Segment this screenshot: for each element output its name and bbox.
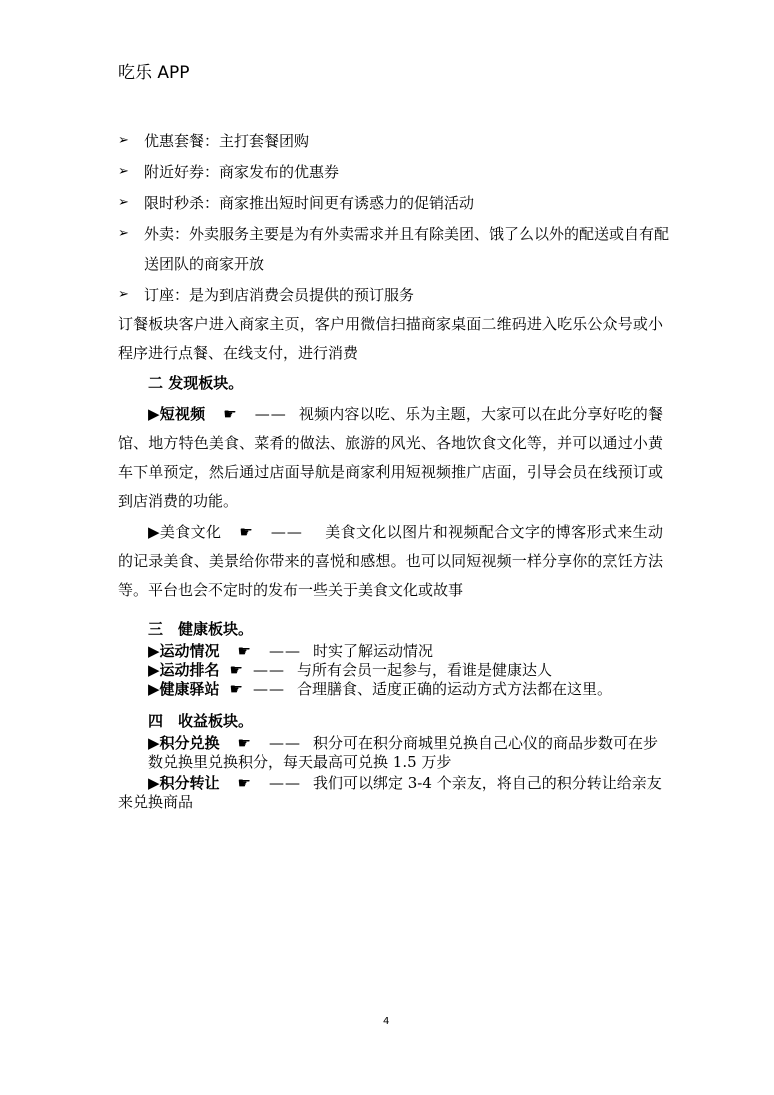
bullet-text: 限时秒杀：商家推出短时间更有诱惑力的促销活动 [144, 194, 475, 212]
page-number: 4 [383, 1016, 390, 1027]
dash: —— [269, 774, 301, 792]
bullet-text: 订座：是为到店消费会员提供的预订服务 [144, 286, 415, 304]
list-item [148, 661, 668, 680]
pointing-hand-icon: ☛ [223, 405, 237, 423]
food-culture-label: ▶美食文化 [148, 523, 222, 541]
arrow-bullet-icon: ➢ [118, 164, 129, 179]
dash: —— [253, 680, 285, 698]
pointing-hand-icon: ☛ [229, 680, 243, 698]
short-video-paragraph [118, 400, 663, 516]
list-item [148, 680, 668, 699]
list-item [148, 642, 668, 661]
food-culture-text: 美食文化以图片和视频配合文字的博客形式来生动的记录美食、美景给你带来的喜悦和感想。也可以同短视频一样分享你的烹饪方法等。平台也会不定时的发布一些关于美食文化或故事 [118, 523, 663, 599]
points-transfer-paragraph [118, 774, 663, 812]
short-video-text: 视频内容以吃、乐为主题，大家可以在此分享好吃的餐馆、地方特色美食、菜肴的做法、旅游的风光、各地饮食文化等，并可以通过小黄车下单预定，然后通过店面导航是商家利用短视频推广店面，引导会员在线预订或到店消费的功能。 [118, 405, 663, 510]
list-item [118, 126, 678, 156]
points-exchange-label: ▶积分兑换 [148, 734, 220, 752]
income-heading: 四 收益板块。 [148, 712, 254, 730]
discover-heading: 二 发现板块。 [148, 374, 244, 392]
bullet-text: 优惠套餐：主打套餐团购 [144, 132, 310, 150]
item-text: 合理膳食、适度正确的运动方式方法都在这里。 [297, 680, 613, 698]
arrow-bullet-icon: ➢ [118, 133, 129, 148]
order-paragraph: 订餐板块客户进入商家主页，客户用微信扫描商家桌面二维码进入吃乐公众号或小程序进行点餐、在线支付，进行消费 [118, 315, 663, 362]
list-item [118, 219, 678, 279]
arrow-bullet-icon: ➢ [118, 226, 129, 241]
list-item [118, 157, 678, 187]
exercise-status-label: ▶运动情况 [148, 642, 220, 660]
arrow-bullet-icon: ➢ [118, 195, 129, 210]
dash: —— [269, 642, 301, 660]
food-culture-paragraph [118, 518, 663, 605]
bullet-text: 附近好券：商家发布的优惠券 [144, 163, 340, 181]
pointing-hand-icon: ☛ [239, 523, 253, 541]
pointing-hand-icon: ☛ [237, 642, 251, 660]
short-video-label: ▶短视频 [148, 405, 206, 423]
exercise-ranking-label: ▶运动排名 [148, 661, 220, 679]
points-exchange-text: 积分可在积分商城里兑换自己心仪的商品步数可在步数兑换里兑换积分，每天最高可兑换 1.5 万步 [148, 734, 659, 771]
health-station-label: ▶健康驿站 [148, 680, 220, 698]
points-transfer-label: ▶积分转让 [148, 774, 220, 792]
list-item [118, 188, 678, 218]
pointing-hand-icon: ☛ [237, 734, 251, 752]
arrow-bullet-icon: ➢ [118, 287, 129, 302]
feature-bullet-list [118, 126, 678, 311]
bullet-text: 外卖：外卖服务主要是为有外卖需求并且有除美团、饿了么以外的配送或自有配送团队的商家开放 [144, 225, 670, 273]
item-text: 与所有会员一起参与，看谁是健康达人 [297, 661, 553, 679]
item-text: 时实了解运动情况 [313, 642, 434, 660]
pointing-hand-icon: ☛ [229, 661, 243, 679]
points-exchange-paragraph [148, 734, 668, 772]
dash: —— [269, 734, 301, 752]
page-header: 吃乐 APP [118, 63, 190, 83]
points-transfer-text: 我们可以绑定 3-4 个亲友，将自己的积分转让给亲友来兑换商品 [118, 774, 662, 811]
health-heading: 三 健康板块。 [148, 620, 254, 638]
dash: —— [270, 523, 303, 541]
health-items [148, 642, 668, 699]
dash: —— [253, 661, 285, 679]
list-item [118, 280, 678, 310]
pointing-hand-icon: ☛ [237, 774, 251, 792]
dash: —— [254, 405, 287, 423]
